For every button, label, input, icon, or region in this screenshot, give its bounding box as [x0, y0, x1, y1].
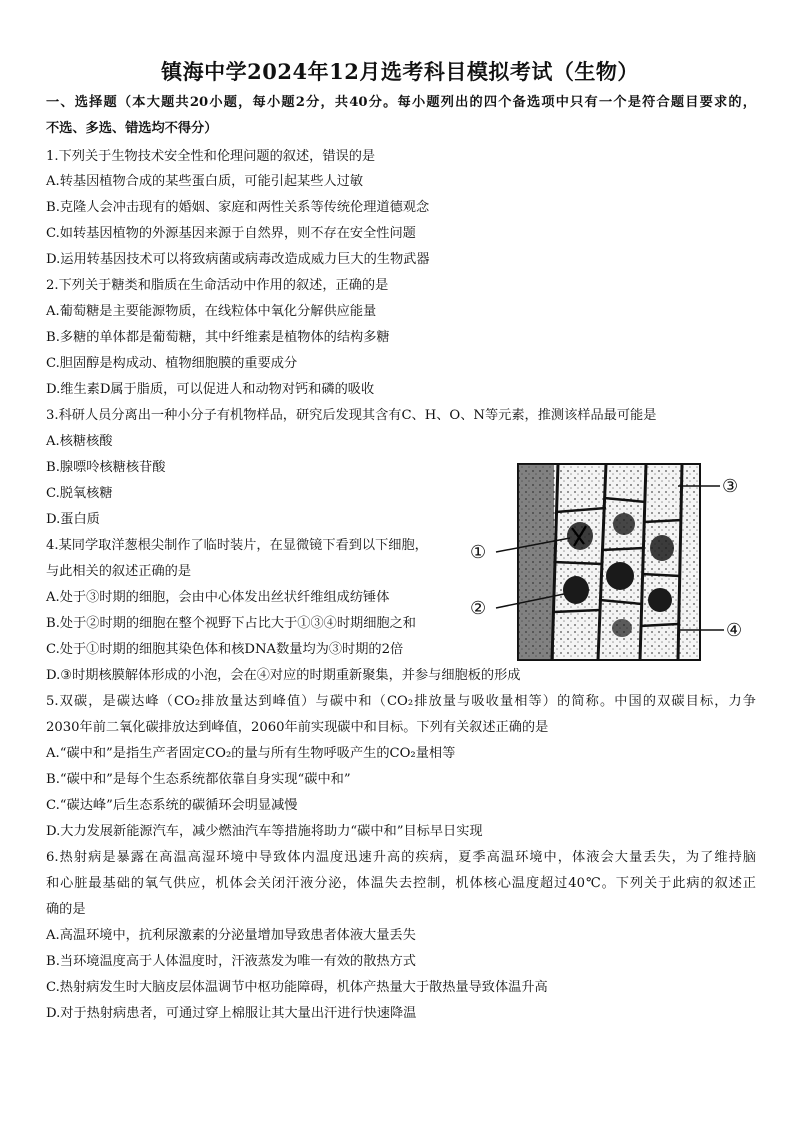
q3-option-a: A.核糖核酸 [46, 434, 113, 449]
q4-stem-line1: 4.某同学取洋葱根尖制作了临时装片，在显微镜下看到以下细胞， [46, 538, 428, 553]
cell-nucleus [563, 576, 589, 604]
q4-option-a: A.处于③时期的细胞，会由中心体发出丝状纤维组成纺锤体 [46, 590, 390, 605]
q2-option-c: C.胆固醇是构成动、植物细胞膜的重要成分 [46, 356, 298, 371]
q6-stem-line1: 6.热射病是暴露在高温高湿环境中导致体内温度迅速升高的疾病，夏季高温环境中，体液会大量丢失，为了维持脑 [46, 850, 756, 865]
q5-option-b: B.“碳中和”是每个生态系统都依靠自身实现“碳中和” [46, 772, 351, 787]
q4-option-b: B.处于②时期的细胞在整个视野下占比大于①③④时期细胞之和 [46, 616, 416, 631]
q3-option-c: C.脱氧核糖 [46, 486, 113, 501]
q6-option-b: B.当环境温度高于人体温度时，汗液蒸发为唯一有效的散热方式 [46, 954, 416, 969]
q2-option-b: B.多糖的单体都是葡萄糖，其中纤维素是植物体的结构多糖 [46, 330, 390, 345]
q5-stem-line1: 5.双碳，是碳达峰（CO₂排放量达到峰值）与碳中和（CO₂排放量与吸收量相等）的简称。中国的双碳目标，力争 [46, 694, 756, 709]
cell-nucleus [650, 535, 674, 561]
cell-nucleus [613, 513, 635, 535]
label-stage-2: ② [470, 598, 487, 619]
q1-option-b: B.克隆人会冲击现有的婚姻、家庭和两性关系等传统伦理道德观念 [46, 200, 430, 215]
label-stage-4: ④ [726, 620, 743, 641]
q2-stem: 2.下列关于糖类和脂质在生命活动中作用的叙述，正确的是 [46, 278, 389, 293]
q4-option-d: D.③时期核膜解体形成的小泡，会在④对应的时期重新聚集，并参与细胞板的形成 [46, 668, 521, 683]
cell-nucleus [648, 588, 672, 612]
q1-stem: 1.下列关于生物技术安全性和伦理问题的叙述，错误的是 [46, 149, 376, 164]
q6-stem-line2: 和心脏最基础的氧气供应，机体会关闭汗液分泌，体温失去控制，机体核心温度超过40℃。下列关于此病的叙述正 [46, 876, 756, 891]
q3-stem: 3.科研人员分离出一种小分子有机物样品，研究后发现其含有C、H、O、N等元素，推测该样品最可能是 [46, 408, 657, 423]
q6-option-d: D.对于热射病患者，可通过穿上棉服让其大量出汗进行快速降温 [46, 1006, 417, 1021]
q4-stem-line2: 与此相关的叙述正确的是 [46, 564, 192, 579]
cell-nucleus [606, 562, 634, 590]
q2-option-a: A.葡萄糖是主要能源物质，在线粒体中氧化分解供应能量 [46, 304, 377, 319]
q5-option-d: D.大力发展新能源汽车，减少燃油汽车等措施将助力“碳中和”目标早日实现 [46, 824, 483, 839]
q5-stem-line2: 2030年前二氧化碳排放达到峰值，2060年前实现碳中和目标。下列有关叙述正确的是 [46, 720, 549, 735]
q2-option-d: D.维生素D属于脂质，可以促进人和动物对钙和磷的吸收 [46, 382, 375, 397]
section-instructions-line1: 一、选择题（本大题共20小题，每小题2分，共40分。每小题列出的四个备选项中只有一个是符合题目要求的， [46, 95, 756, 110]
cell-nucleus [612, 619, 632, 637]
q6-option-c: C.热射病发生时大脑皮层体温调节中枢功能障碍，机体产热量大于散热量导致体温升高 [46, 980, 548, 995]
q3-option-b: B.腺嘌呤核糖核苷酸 [46, 460, 166, 475]
q5-option-c: C.“碳达峰”后生态系统的碳循环会明显减慢 [46, 798, 298, 813]
exam-title: 镇海中学2024年12月选考科目模拟考试（生物） [161, 59, 639, 84]
q1-option-d: D.运用转基因技术可以将致病菌或病毒改造成威力巨大的生物武器 [46, 252, 430, 267]
q6-stem-line3: 确的是 [46, 902, 86, 917]
q6-option-a: A.高温环境中，抗利尿激素的分泌量增加导致患者体液大量丢失 [46, 928, 416, 943]
q4-option-c: C.处于①时期的细胞其染色体和核DNA数量均为③时期的2倍 [46, 642, 404, 657]
q3-option-d: D.蛋白质 [46, 512, 100, 527]
label-stage-3: ③ [722, 476, 739, 497]
section-instructions-line2: 不选、多选、错选均不得分） [46, 121, 218, 136]
q1-option-a: A.转基因植物合成的某些蛋白质，可能引起某些人过敏 [46, 174, 364, 189]
q1-option-c: C.如转基因植物的外源基因来源于自然界，则不存在安全性问题 [46, 226, 416, 241]
label-stage-1: ① [470, 542, 487, 563]
onion-root-tip-micrograph [468, 462, 748, 662]
q5-option-a: A.“碳中和”是指生产者固定CO₂的量与所有生物呼吸产生的CO₂量相等 [46, 746, 456, 761]
